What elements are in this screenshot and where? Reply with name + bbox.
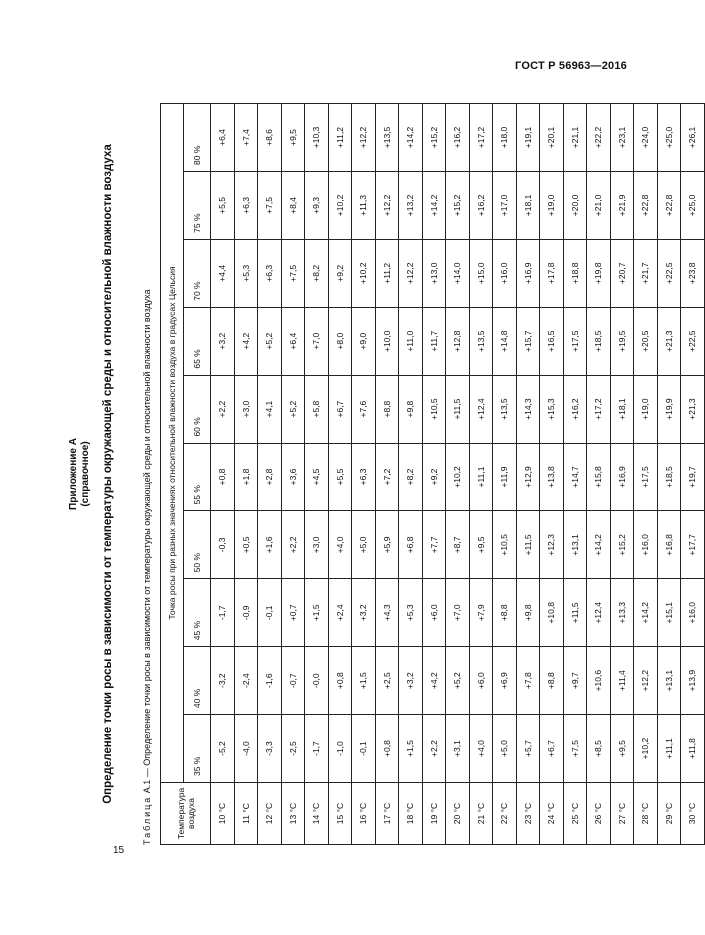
dew-point-cell: +3,0 (305, 511, 329, 579)
table-caption-text: А.1 — Определение точки росы в зависимости от температуры окружающей среды и относительной влажности воздуха (142, 289, 152, 796)
dew-point-cell: +3,0 (234, 375, 258, 443)
dew-point-cell: +4,4 (211, 239, 235, 307)
dew-point-cell: +24,0 (634, 104, 658, 172)
dew-point-cell: +7,6 (352, 375, 376, 443)
table-row (681, 104, 705, 845)
dew-point-cell: +8,5 (587, 715, 611, 783)
dew-point-cell: +12,8 (446, 307, 470, 375)
dew-point-cell: +13,5 (375, 104, 399, 172)
dew-point-cell: +14,0 (446, 239, 470, 307)
dew-point-cell: +2,2 (281, 511, 305, 579)
dew-point-cell: +9,8 (399, 375, 423, 443)
dew-point-cell: +21,0 (587, 171, 611, 239)
dew-point-cell: +14,3 (516, 375, 540, 443)
temperature-cell: 23 °С (516, 783, 540, 845)
dew-point-cell: +12,9 (516, 443, 540, 511)
dew-point-cell: +17,2 (469, 104, 493, 172)
humidity-header: 55 % (184, 443, 211, 511)
temperature-cell: 24 °С (540, 783, 564, 845)
dew-point-cell: -1,6 (258, 647, 282, 715)
dew-point-cell: -5,2 (211, 715, 235, 783)
dew-point-cell: +6,3 (352, 443, 376, 511)
dew-point-cell: +18,5 (657, 443, 681, 511)
dew-point-cell: +5,9 (375, 511, 399, 579)
table-row (634, 104, 658, 845)
dew-point-cell: +19,8 (587, 239, 611, 307)
dew-point-cell: +5,3 (234, 239, 258, 307)
dew-point-cell: +13,2 (399, 171, 423, 239)
dew-point-cell: +12,4 (469, 375, 493, 443)
dew-point-cell: +10,2 (352, 239, 376, 307)
dew-point-cell: +0,5 (234, 511, 258, 579)
table-row (305, 104, 329, 845)
dew-point-cell: +7,8 (516, 647, 540, 715)
dew-point-cell: +19,0 (540, 171, 564, 239)
table-row (469, 104, 493, 845)
table-row (422, 104, 446, 845)
dew-point-cell: -0,1 (258, 579, 282, 647)
dew-point-cell: +4,0 (328, 511, 352, 579)
dew-point-cell: +17,5 (634, 443, 658, 511)
dew-point-cell: +4,5 (305, 443, 329, 511)
dew-point-cell: +18,1 (516, 171, 540, 239)
dew-point-cell: +11,5 (446, 375, 470, 443)
dew-point-cell: +5,2 (446, 647, 470, 715)
temperature-cell: 22 °С (493, 783, 517, 845)
dew-point-cell: +14,2 (634, 579, 658, 647)
dew-point-cell: +12,2 (375, 171, 399, 239)
dew-point-table (160, 103, 705, 845)
dew-point-cell: +18,0 (493, 104, 517, 172)
dew-point-cell: +8,8 (375, 375, 399, 443)
dew-point-cell: +22,8 (634, 171, 658, 239)
dew-point-cell: +5,7 (516, 715, 540, 783)
dew-point-cell: +11,1 (469, 443, 493, 511)
dew-point-cell: +15,2 (422, 104, 446, 172)
dew-point-cell: +11,8 (681, 715, 705, 783)
appendix-type: (справочное) (80, 441, 91, 507)
dew-point-cell: -1,0 (328, 715, 352, 783)
table-row (610, 104, 634, 845)
dew-point-cell: -0,1 (352, 715, 376, 783)
dew-point-cell: +15,0 (469, 239, 493, 307)
humidity-header: 70 % (184, 239, 211, 307)
table-row (446, 104, 470, 845)
dew-point-cell: +11,9 (493, 443, 517, 511)
dew-point-cell: +8,2 (305, 239, 329, 307)
temperature-cell: 25 °С (563, 783, 587, 845)
dew-point-cell: +16,2 (469, 171, 493, 239)
dew-point-cell: +21,1 (563, 104, 587, 172)
humidity-header: 50 % (184, 511, 211, 579)
temperature-cell: 12 °С (258, 783, 282, 845)
temperature-cell: 26 °С (587, 783, 611, 845)
dew-point-cell: +2,2 (211, 375, 235, 443)
dew-point-cell: +9,7 (563, 647, 587, 715)
dew-point-cell: +15,7 (516, 307, 540, 375)
table-row (375, 104, 399, 845)
temperature-cell: 27 °С (610, 783, 634, 845)
dew-point-cell: +0,7 (281, 579, 305, 647)
dew-point-cell: +17,7 (681, 511, 705, 579)
dew-point-cell: +4,1 (258, 375, 282, 443)
dew-point-cell: -0,3 (211, 511, 235, 579)
dew-point-cell: +21,7 (634, 239, 658, 307)
dew-point-cell: +3,2 (399, 647, 423, 715)
dew-point-cell: +7,7 (422, 511, 446, 579)
dew-point-cell: +9,8 (516, 579, 540, 647)
table-row (516, 104, 540, 845)
dew-point-cell: +0,8 (211, 443, 235, 511)
dew-point-cell: +7,5 (281, 239, 305, 307)
rotated-page-content (68, 103, 698, 845)
dew-point-cell: +25,0 (657, 104, 681, 172)
dew-point-cell: +12,2 (352, 104, 376, 172)
dew-point-cell: +12,2 (634, 647, 658, 715)
dew-point-cell: +25,0 (681, 171, 705, 239)
dew-point-cell: +11,5 (563, 579, 587, 647)
table-row (328, 104, 352, 845)
dew-point-cell: +12,4 (587, 579, 611, 647)
dew-point-cell: +22,2 (587, 104, 611, 172)
corner-header: Температура воздуха (161, 783, 211, 845)
temperature-cell: 13 °С (281, 783, 305, 845)
dew-point-cell: +16,2 (446, 104, 470, 172)
dew-point-cell: +22,8 (657, 171, 681, 239)
dew-point-cell: +9,2 (422, 443, 446, 511)
dew-point-cell: +1,8 (234, 443, 258, 511)
dew-point-cell: +21,3 (681, 375, 705, 443)
table-row (399, 104, 423, 845)
temperature-cell: 15 °С (328, 783, 352, 845)
dew-point-cell: +7,0 (446, 579, 470, 647)
dew-point-cell: +20,7 (610, 239, 634, 307)
dew-point-cell: +5,0 (352, 511, 376, 579)
dew-point-cell: +8,2 (399, 443, 423, 511)
dew-point-cell: +9,5 (469, 511, 493, 579)
dew-point-cell: -0,7 (281, 647, 305, 715)
dew-point-cell: +6,7 (328, 375, 352, 443)
dew-point-cell: +5,8 (305, 375, 329, 443)
table-row (587, 104, 611, 845)
dew-point-cell: +11,7 (422, 307, 446, 375)
dew-point-cell: +4,2 (234, 307, 258, 375)
dew-point-cell: +20,1 (540, 104, 564, 172)
dew-point-cell: +5,2 (281, 375, 305, 443)
dew-point-cell: +22,5 (657, 239, 681, 307)
dew-point-cell: +13,5 (469, 307, 493, 375)
dew-point-cell: +23,1 (610, 104, 634, 172)
dew-point-cell: +10,0 (375, 307, 399, 375)
dew-point-cell: -2,4 (234, 647, 258, 715)
dew-point-cell: +5,5 (328, 443, 352, 511)
dew-point-cell: +8,6 (258, 104, 282, 172)
table-row (258, 104, 282, 845)
table-body (211, 104, 705, 845)
dew-point-cell: +11,0 (399, 307, 423, 375)
dew-point-cell: +5,3 (399, 579, 423, 647)
dew-point-cell: +17,8 (540, 239, 564, 307)
dew-point-cell: +6,9 (493, 647, 517, 715)
dew-point-cell: +14,8 (493, 307, 517, 375)
dew-point-cell: -1,7 (305, 715, 329, 783)
dew-point-cell: +7,5 (563, 715, 587, 783)
dew-point-cell: +3,6 (281, 443, 305, 511)
dew-point-cell: +21,3 (657, 307, 681, 375)
dew-point-cell: +11,2 (375, 239, 399, 307)
dew-point-cell: +7,2 (375, 443, 399, 511)
dew-point-cell: +9,3 (305, 171, 329, 239)
appendix-heading (68, 103, 92, 845)
dew-point-cell: +0,8 (375, 715, 399, 783)
section-title: Определение точки росы в зависимости от температуры окружающей среды и относительной влажности воздуха (102, 144, 114, 804)
dew-point-cell: +13,8 (540, 443, 564, 511)
temperature-cell: 21 °С (469, 783, 493, 845)
table-row (211, 104, 235, 845)
dew-point-cell: +17,2 (587, 375, 611, 443)
dew-point-cell: +26,1 (681, 104, 705, 172)
dew-point-cell: +7,0 (305, 307, 329, 375)
dew-point-cell: +5,5 (211, 171, 235, 239)
dew-point-cell: +10,2 (634, 715, 658, 783)
dew-point-cell: +18,5 (587, 307, 611, 375)
temperature-cell: 29 °С (657, 783, 681, 845)
dew-point-cell: +9,5 (610, 715, 634, 783)
dew-point-cell: +1,5 (399, 715, 423, 783)
dew-point-cell: +7,9 (469, 579, 493, 647)
table-row (540, 104, 564, 845)
humidity-header: 60 % (184, 375, 211, 443)
humidity-header: 80 % (184, 104, 211, 172)
dew-point-cell: +6,4 (211, 104, 235, 172)
dew-point-cell: +4,0 (469, 715, 493, 783)
dew-point-cell: +11,3 (352, 171, 376, 239)
dew-point-cell: +14,2 (399, 104, 423, 172)
dew-point-cell: +19,5 (610, 307, 634, 375)
dew-point-cell: +10,6 (587, 647, 611, 715)
dew-point-cell: +4,2 (422, 647, 446, 715)
dew-point-cell: +6,3 (258, 239, 282, 307)
dew-point-cell: +1,5 (305, 579, 329, 647)
dew-point-cell: +16,9 (516, 239, 540, 307)
dew-point-cell: +11,1 (657, 715, 681, 783)
dew-point-cell: +10,8 (540, 579, 564, 647)
dew-point-cell: +6,8 (399, 511, 423, 579)
dew-point-cell: +17,5 (563, 307, 587, 375)
dew-point-cell: +13,3 (610, 579, 634, 647)
dew-point-cell: +2,2 (422, 715, 446, 783)
dew-point-cell: +13,9 (681, 647, 705, 715)
dew-point-cell: +21,9 (610, 171, 634, 239)
standard-number: ГОСТ Р 56963—2016 (515, 60, 627, 72)
dew-point-cell: +17,0 (493, 171, 517, 239)
temperature-cell: 17 °С (375, 783, 399, 845)
dew-point-cell: +15,1 (657, 579, 681, 647)
humidity-header: 65 % (184, 307, 211, 375)
dew-point-cell: +23,8 (681, 239, 705, 307)
dew-point-cell: +19,1 (516, 104, 540, 172)
temperature-cell: 18 °С (399, 783, 423, 845)
dew-point-cell: +16,9 (610, 443, 634, 511)
dew-point-cell: -2,5 (281, 715, 305, 783)
dew-point-cell: +9,2 (328, 239, 352, 307)
dew-point-cell: +20,0 (563, 171, 587, 239)
dew-point-cell: +16,2 (563, 375, 587, 443)
dew-point-cell: +22,5 (681, 307, 705, 375)
dew-point-cell: +18,1 (610, 375, 634, 443)
dew-point-cell: +10,2 (328, 171, 352, 239)
dew-point-cell: +15,2 (446, 171, 470, 239)
dew-point-cell: +8,0 (328, 307, 352, 375)
dew-point-cell: +9,5 (281, 104, 305, 172)
group-header: Точка росы при разных значениях относительной влажности воздуха в градусах Цельсия (161, 104, 184, 783)
dew-point-cell: +10,5 (422, 375, 446, 443)
dew-point-cell: +13,1 (563, 511, 587, 579)
dew-point-cell: +16,8 (657, 511, 681, 579)
dew-point-cell: +8,7 (446, 511, 470, 579)
humidity-header: 35 % (184, 715, 211, 783)
appendix-label: Приложение А (68, 438, 79, 510)
dew-point-cell: +7,5 (258, 171, 282, 239)
dew-point-cell: +6,0 (469, 647, 493, 715)
dew-point-cell: +16,0 (493, 239, 517, 307)
table-row (281, 104, 305, 845)
table-caption (142, 289, 152, 845)
dew-point-cell: +11,2 (328, 104, 352, 172)
dew-point-cell: +3,1 (446, 715, 470, 783)
dew-point-cell: +11,4 (610, 647, 634, 715)
dew-point-cell: +1,5 (352, 647, 376, 715)
dew-point-cell: -3,3 (258, 715, 282, 783)
dew-point-cell: +6,0 (422, 579, 446, 647)
table-row (352, 104, 376, 845)
dew-point-cell: +2,8 (258, 443, 282, 511)
page-number: 15 (113, 845, 125, 856)
table-row (493, 104, 517, 845)
dew-point-cell: +3,2 (211, 307, 235, 375)
temperature-cell: 14 °С (305, 783, 329, 845)
dew-point-cell: +0,8 (328, 647, 352, 715)
dew-point-cell: +16,5 (540, 307, 564, 375)
dew-point-cell: +5,2 (258, 307, 282, 375)
temperature-cell: 30 °С (681, 783, 705, 845)
dew-point-cell: +15,2 (610, 511, 634, 579)
dew-point-cell: +4,3 (375, 579, 399, 647)
dew-point-cell: -3,2 (211, 647, 235, 715)
dew-point-cell: +20,5 (634, 307, 658, 375)
dew-point-cell: +15,3 (540, 375, 564, 443)
temperature-cell: 19 °С (422, 783, 446, 845)
table-row (563, 104, 587, 845)
dew-point-cell: +19,9 (657, 375, 681, 443)
temperature-cell: 28 °С (634, 783, 658, 845)
temperature-cell: 16 °С (352, 783, 376, 845)
dew-point-cell: +11,5 (516, 511, 540, 579)
dew-point-cell: +16,0 (634, 511, 658, 579)
dew-point-cell: +15,8 (587, 443, 611, 511)
dew-point-cell: +8,8 (493, 579, 517, 647)
dew-point-cell: +2,5 (375, 647, 399, 715)
dew-point-cell: -0,0 (305, 647, 329, 715)
humidity-header: 40 % (184, 647, 211, 715)
dew-point-cell: +14,7 (563, 443, 587, 511)
temperature-cell: 10 °С (211, 783, 235, 845)
temperature-cell: 11 °С (234, 783, 258, 845)
dew-point-cell: +8,4 (281, 171, 305, 239)
humidity-header: 75 % (184, 171, 211, 239)
dew-point-cell: +18,8 (563, 239, 587, 307)
dew-point-cell: +5,0 (493, 715, 517, 783)
dew-point-cell: +2,4 (328, 579, 352, 647)
dew-point-cell: +10,3 (305, 104, 329, 172)
dew-point-cell: -4,0 (234, 715, 258, 783)
dew-point-cell: +10,2 (446, 443, 470, 511)
table-caption-prefix: Таблица (142, 795, 152, 845)
dew-point-cell: +7,4 (234, 104, 258, 172)
table-row (234, 104, 258, 845)
dew-point-cell: +19,0 (634, 375, 658, 443)
dew-point-cell: +1,6 (258, 511, 282, 579)
dew-point-cell: +6,3 (234, 171, 258, 239)
table-row (657, 104, 681, 845)
dew-point-cell: +6,7 (540, 715, 564, 783)
dew-point-cell: +10,5 (493, 511, 517, 579)
dew-point-cell: +16,0 (681, 579, 705, 647)
dew-point-cell: +14,2 (587, 511, 611, 579)
dew-point-cell: +6,4 (281, 307, 305, 375)
dew-point-cell: +12,2 (399, 239, 423, 307)
dew-point-cell: +13,0 (422, 239, 446, 307)
temperature-cell: 20 °С (446, 783, 470, 845)
dew-point-cell: +12,3 (540, 511, 564, 579)
dew-point-cell: +14,2 (422, 171, 446, 239)
dew-point-cell: +3,2 (352, 579, 376, 647)
humidity-header: 45 % (184, 579, 211, 647)
humidity-header-row (184, 104, 211, 845)
dew-point-cell: -0,9 (234, 579, 258, 647)
dew-point-cell: +8,8 (540, 647, 564, 715)
dew-point-cell: +19,7 (681, 443, 705, 511)
dew-point-cell: +9,0 (352, 307, 376, 375)
dew-point-cell: +13,5 (493, 375, 517, 443)
dew-point-cell: -1,7 (211, 579, 235, 647)
dew-point-cell: +13,1 (657, 647, 681, 715)
